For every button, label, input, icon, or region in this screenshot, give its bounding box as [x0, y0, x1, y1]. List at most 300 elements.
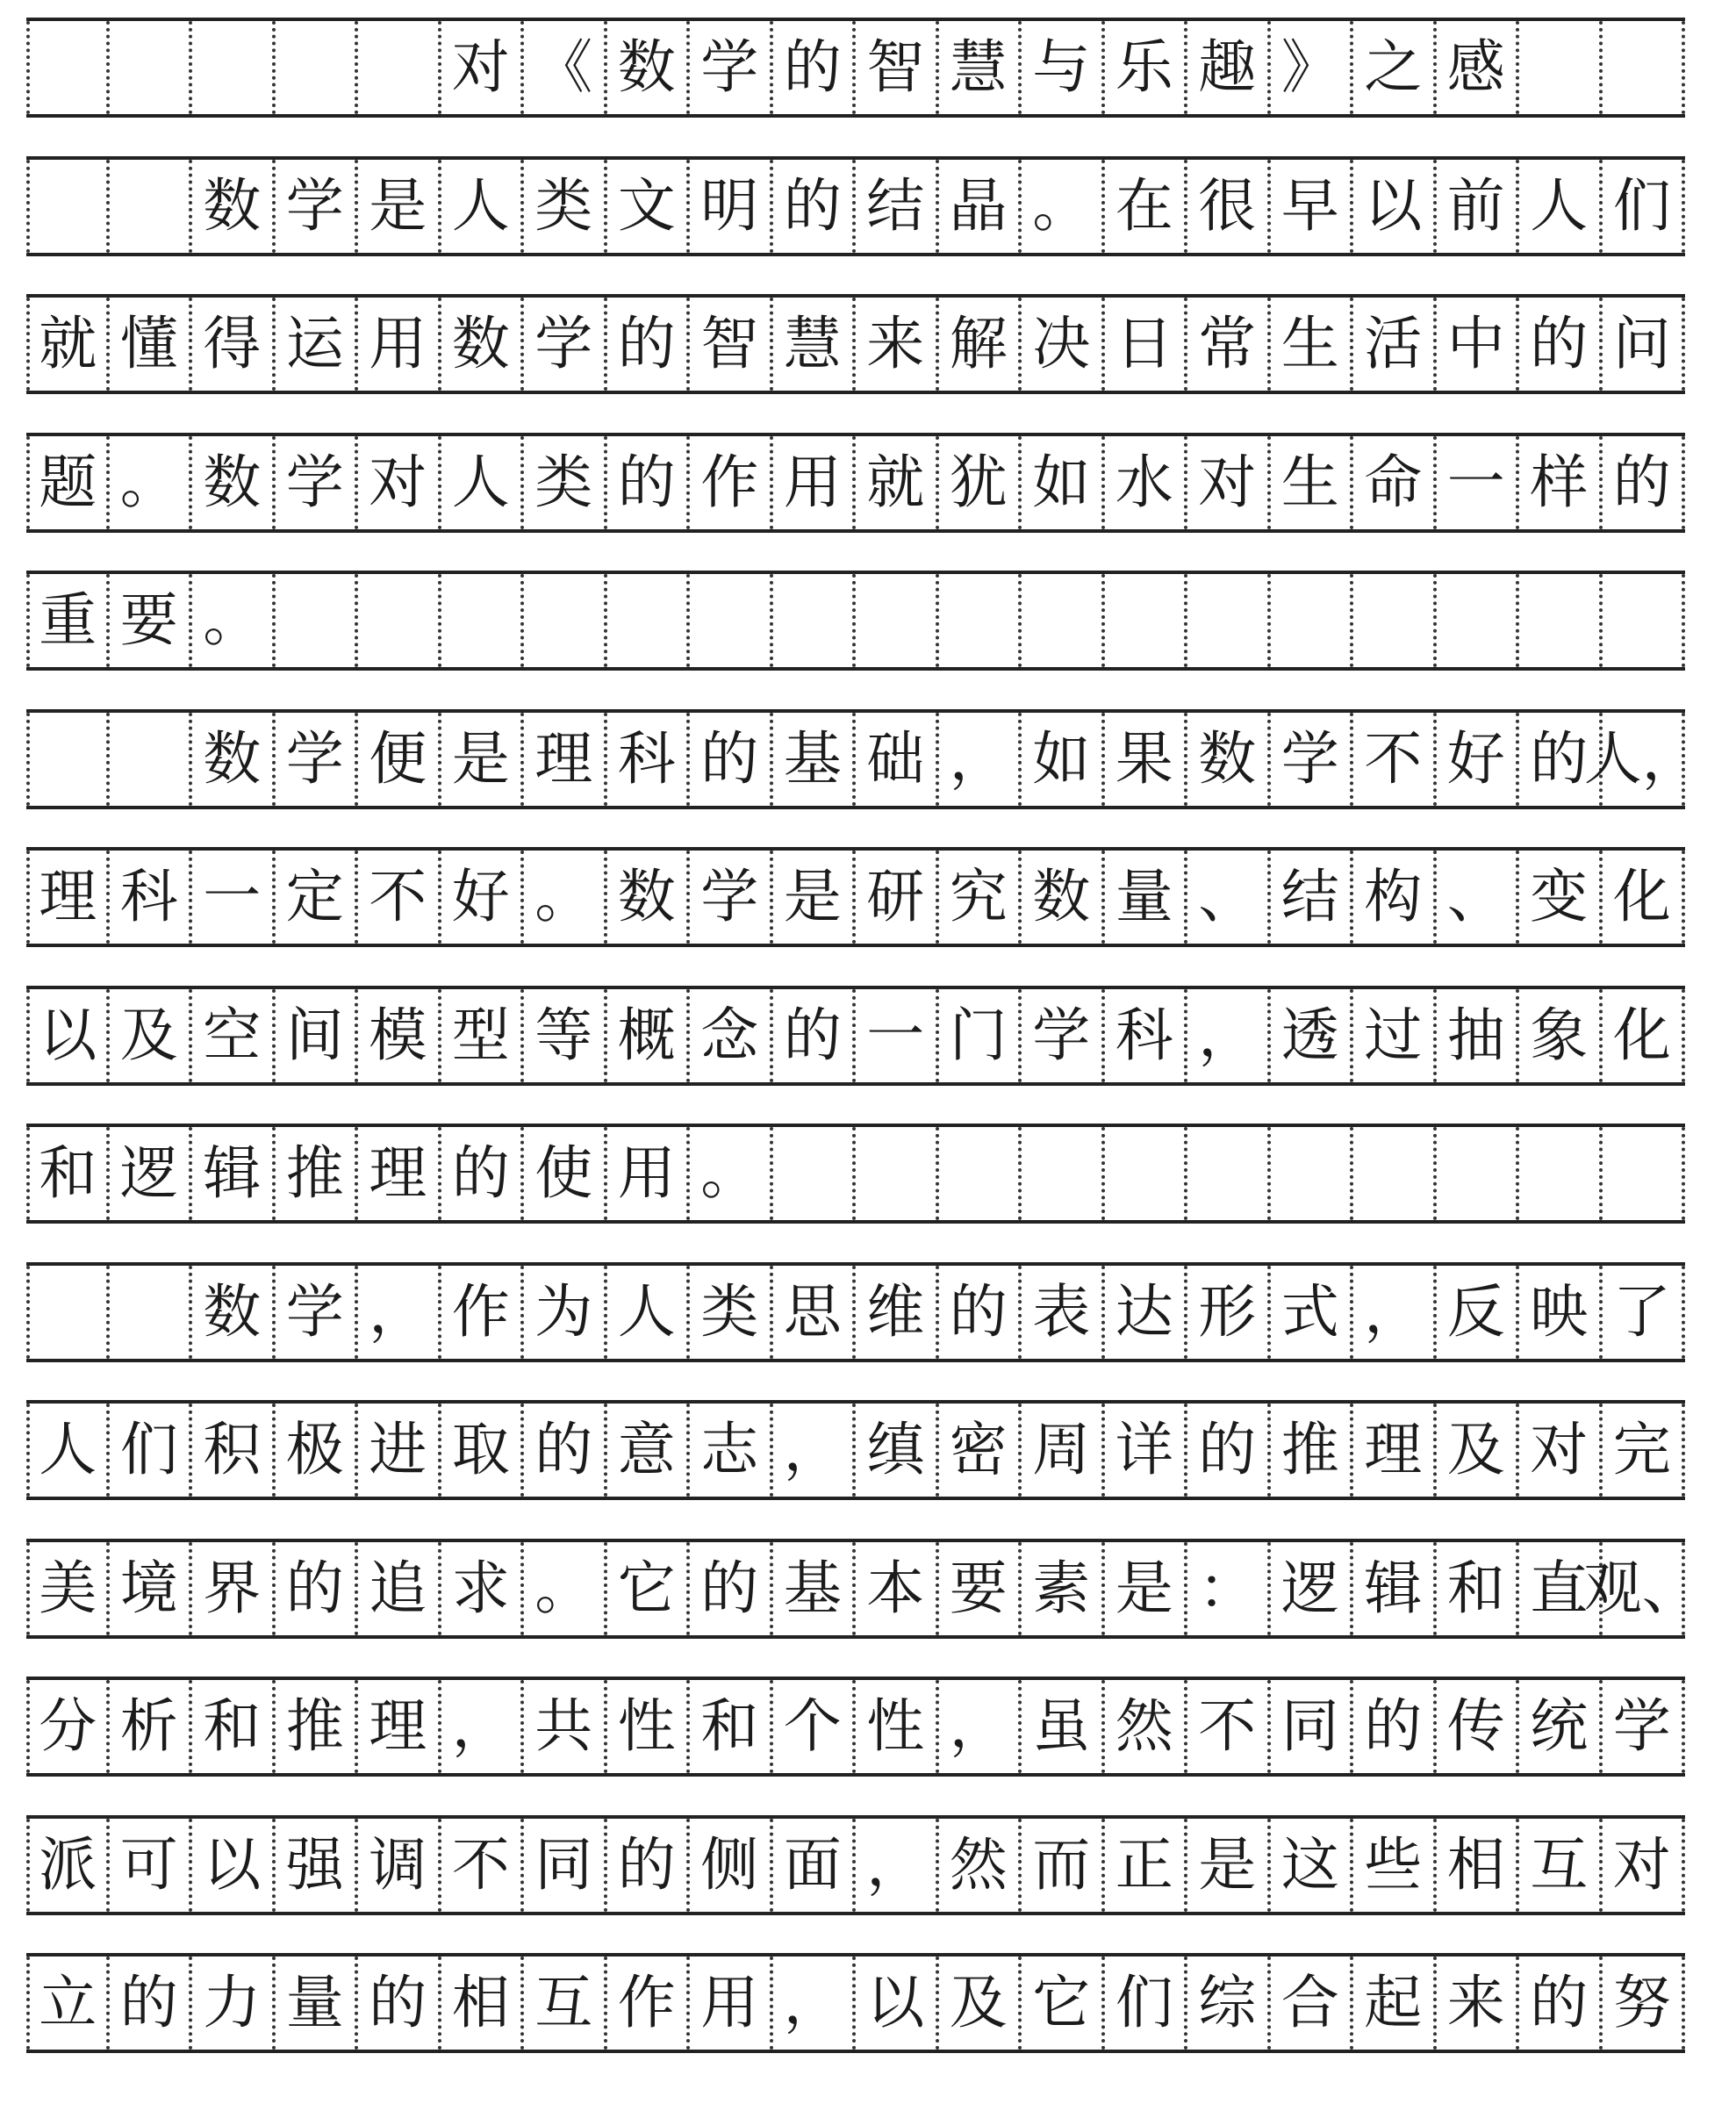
grid-cell: 犹	[939, 436, 1022, 529]
grid-cell: 的	[276, 1542, 359, 1635]
grid-cell: 是	[441, 713, 525, 806]
grid-cell: 感	[1437, 21, 1520, 114]
grid-cell: 们	[1603, 160, 1686, 253]
grid-cell: 它	[1022, 1957, 1105, 2050]
grid-cell: ，	[939, 1680, 1022, 1773]
grid-cell: 透	[1271, 989, 1354, 1082]
grid-row	[26, 1124, 1685, 1224]
grid-cell: 意	[607, 1404, 691, 1497]
grid-cell: 们	[1105, 1957, 1188, 2050]
grid-cell: 个	[773, 1680, 857, 1773]
grid-cell: 求	[441, 1542, 525, 1635]
grid-cell: 智	[690, 298, 773, 391]
grid-cell: 侧	[690, 1819, 773, 1912]
grid-cell: 解	[939, 298, 1022, 391]
grid-cell: 人	[1519, 160, 1603, 253]
grid-cell: 用	[773, 436, 857, 529]
grid-cell: 与	[1022, 21, 1105, 114]
grid-cell: 是	[358, 160, 441, 253]
grid-cell: 相	[1437, 1819, 1520, 1912]
grid-cell: 理	[1353, 1404, 1437, 1497]
grid-cell: 传	[1437, 1680, 1520, 1773]
grid-cell: 对	[1519, 1404, 1603, 1497]
grid-cell: 重	[26, 574, 110, 667]
grid-cell: 础	[856, 713, 939, 806]
grid-cell: 同	[524, 1819, 607, 1912]
grid-cell	[1105, 574, 1188, 667]
grid-cell: 数	[607, 851, 691, 944]
grid-row	[26, 709, 1700, 809]
grid-cell: 水	[1105, 436, 1188, 529]
grid-cell: 以	[1353, 160, 1437, 253]
grid-cell: 概	[607, 989, 691, 1082]
grid-cell: 。	[192, 574, 276, 667]
grid-cell: 的	[773, 160, 857, 253]
grid-cell: 性	[607, 1680, 691, 1773]
grid-cell: 的	[607, 1819, 691, 1912]
grid-cell: 要	[939, 1542, 1022, 1635]
grid-cell: 构	[1353, 851, 1437, 944]
grid-cell: 。	[524, 1542, 607, 1635]
grid-cell: 》	[1271, 21, 1354, 114]
grid-cell: 推	[276, 1680, 359, 1773]
grid-cell: 综	[1187, 1957, 1271, 2050]
grid-cell: 的	[358, 1957, 441, 2050]
grid-cell: 合	[1271, 1957, 1354, 2050]
grid-cell: 推	[1271, 1404, 1354, 1497]
grid-cell	[1353, 1127, 1437, 1220]
grid-cell: 。	[524, 851, 607, 944]
grid-cell: 积	[192, 1404, 276, 1497]
grid-cell: 是	[773, 851, 857, 944]
grid-cell: 的	[773, 989, 857, 1082]
grid-cell: 学	[1271, 713, 1354, 806]
grid-cell: 的	[1519, 713, 1603, 806]
grid-cell: 数	[1187, 713, 1271, 806]
grid-cell	[690, 574, 773, 667]
grid-cell	[524, 574, 607, 667]
grid-cell	[110, 713, 193, 806]
grid-cell	[939, 574, 1022, 667]
grid-cell: 学	[276, 1266, 359, 1359]
grid-cell: 推	[276, 1127, 359, 1220]
grid-cell: 的	[690, 713, 773, 806]
grid-cell: 门	[939, 989, 1022, 1082]
grid-cell: 然	[1105, 1680, 1188, 1773]
grid-cell: 为	[524, 1266, 607, 1359]
grid-cell: 维	[856, 1266, 939, 1359]
grid-cell: 明	[690, 160, 773, 253]
grid-cell: ，	[939, 713, 1022, 806]
grid-cell	[939, 1127, 1022, 1220]
grid-row	[26, 294, 1685, 394]
grid-cell: 人	[26, 1404, 110, 1497]
grid-cell: 懂	[110, 298, 193, 391]
grid-cell: 中	[1437, 298, 1520, 391]
grid-cell: 《	[524, 21, 607, 114]
grid-cell: 间	[276, 989, 359, 1082]
grid-cell: 析	[110, 1680, 193, 1773]
grid-cell: 就	[856, 436, 939, 529]
grid-cell: 的	[1519, 298, 1603, 391]
grid-cell: 化	[1603, 851, 1686, 944]
grid-cell: 类	[690, 1266, 773, 1359]
grid-cell: 互	[524, 1957, 607, 2050]
grid-cell: 学	[276, 436, 359, 529]
grid-cell: 和	[690, 1680, 773, 1773]
grid-cell: 用	[358, 298, 441, 391]
grid-cell: 同	[1271, 1680, 1354, 1773]
grid-cell: 前	[1437, 160, 1520, 253]
grid-cell: 详	[1105, 1404, 1188, 1497]
grid-cell: 基	[773, 713, 857, 806]
grid-cell: 日	[1105, 298, 1188, 391]
grid-cell: 然	[939, 1819, 1022, 1912]
grid-cell: 式	[1271, 1266, 1354, 1359]
grid-cell: 虽	[1022, 1680, 1105, 1773]
grid-cell: 运	[276, 298, 359, 391]
grid-cell: 数	[192, 1266, 276, 1359]
grid-cell: 的	[1187, 1404, 1271, 1497]
grid-cell: 基	[773, 1542, 857, 1635]
grid-cell: 美	[26, 1542, 110, 1635]
grid-cell	[1187, 1127, 1271, 1220]
grid-cell: ：	[1187, 1542, 1271, 1635]
grid-cell	[1271, 574, 1354, 667]
grid-cell: 学	[524, 298, 607, 391]
grid-cell: 命	[1353, 436, 1437, 529]
grid-cell: 、	[1187, 851, 1271, 944]
grid-cell	[1519, 21, 1603, 114]
grid-cell: 象	[1519, 989, 1603, 1082]
grid-cell: 以	[856, 1957, 939, 2050]
grid-cell: 模	[358, 989, 441, 1082]
grid-cell: 的	[1353, 1680, 1437, 1773]
grid-cell: 和	[192, 1680, 276, 1773]
grid-cell: 数	[192, 160, 276, 253]
grid-row	[26, 156, 1685, 256]
grid-cell: 用	[607, 1127, 691, 1220]
grid-cell	[110, 160, 193, 253]
grid-cell: 如	[1022, 436, 1105, 529]
grid-cell	[276, 574, 359, 667]
grid-cell	[1271, 1127, 1354, 1220]
grid-cell: 它	[607, 1542, 691, 1635]
grid-row	[26, 1815, 1685, 1915]
grid-cell: 派	[26, 1819, 110, 1912]
grid-cell: 要	[110, 574, 193, 667]
grid-cell	[26, 21, 110, 114]
grid-cell	[856, 1127, 939, 1220]
grid-cell: 是	[1105, 1542, 1188, 1635]
grid-cell: 以	[26, 989, 110, 1082]
grid-row	[26, 1539, 1700, 1639]
grid-cell: 便	[358, 713, 441, 806]
grid-cell: 智	[856, 21, 939, 114]
grid-cell: 来	[1437, 1957, 1520, 2050]
grid-cell: 数	[607, 21, 691, 114]
grid-cell: 志	[690, 1404, 773, 1497]
grid-cell: 量	[1105, 851, 1188, 944]
grid-cell	[1437, 574, 1520, 667]
grid-cell: 趣	[1187, 21, 1271, 114]
grid-cell: 文	[607, 160, 691, 253]
grid-cell: 量	[276, 1957, 359, 2050]
grid-cell: 作	[441, 1266, 525, 1359]
grid-cell: 及	[1437, 1404, 1520, 1497]
grid-cell: 完	[1603, 1404, 1686, 1497]
grid-cell	[1519, 574, 1603, 667]
grid-cell: 慧	[939, 21, 1022, 114]
grid-cell: 学	[690, 21, 773, 114]
grid-cell: 学	[1022, 989, 1105, 1082]
grid-cell: 、	[1437, 851, 1520, 944]
grid-cell: ，	[441, 1680, 525, 1773]
grid-cell	[856, 574, 939, 667]
grid-cell: 表	[1022, 1266, 1105, 1359]
grid-cell: 在	[1105, 160, 1188, 253]
grid-cell: 。	[1022, 160, 1105, 253]
grid-cell: 之	[1353, 21, 1437, 114]
grid-cell: 。	[690, 1127, 773, 1220]
grid-cell: 逻	[110, 1127, 193, 1220]
grid-cell: 题	[26, 436, 110, 529]
grid-cell: 得	[192, 298, 276, 391]
grid-cell: 进	[358, 1404, 441, 1497]
grid-cell: 研	[856, 851, 939, 944]
grid-cell: 用	[690, 1957, 773, 2050]
grid-cell: 如	[1022, 713, 1105, 806]
grid-cell: 究	[939, 851, 1022, 944]
grid-cell: 对	[1187, 436, 1271, 529]
grid-cell: 生	[1271, 298, 1354, 391]
grid-cell	[1022, 574, 1105, 667]
grid-cell: ，	[1187, 989, 1271, 1082]
grid-cell: 界	[192, 1542, 276, 1635]
grid-cell: 及	[939, 1957, 1022, 2050]
grid-cell: 而	[1022, 1819, 1105, 1912]
grid-cell	[773, 574, 857, 667]
grid-cell: 常	[1187, 298, 1271, 391]
grid-cell: 等	[524, 989, 607, 1082]
grid-cell: 不	[358, 851, 441, 944]
grid-cell	[110, 1266, 193, 1359]
grid-cell: 类	[524, 160, 607, 253]
grid-cell: 些	[1353, 1819, 1437, 1912]
grid-cell: 人，	[1603, 713, 1686, 806]
grid-cell: 科	[1105, 989, 1188, 1082]
grid-cell: 科	[110, 851, 193, 944]
grid-cell	[26, 160, 110, 253]
grid-cell: 立	[26, 1957, 110, 2050]
grid-cell: 过	[1353, 989, 1437, 1082]
grid-cell	[1437, 1127, 1520, 1220]
grid-cell	[26, 1266, 110, 1359]
grid-cell	[192, 21, 276, 114]
grid-cell: 空	[192, 989, 276, 1082]
grid-cell: 类	[524, 436, 607, 529]
grid-cell: 理	[358, 1680, 441, 1773]
grid-cell: 素	[1022, 1542, 1105, 1635]
grid-cell: 不	[1187, 1680, 1271, 1773]
grid-cell: 正	[1105, 1819, 1188, 1912]
grid-cell: 的	[110, 1957, 193, 2050]
grid-cell: 。	[110, 436, 193, 529]
grid-cell	[1603, 21, 1686, 114]
grid-cell: 密	[939, 1404, 1022, 1497]
grid-cell: 早	[1271, 160, 1354, 253]
grid-cell: 的	[524, 1404, 607, 1497]
grid-cell: 力	[192, 1957, 276, 2050]
grid-cell: 一	[192, 851, 276, 944]
grid-cell: 是	[1187, 1819, 1271, 1912]
grid-cell: 起	[1353, 1957, 1437, 2050]
grid-row	[26, 1262, 1685, 1362]
grid-cell: 互	[1519, 1819, 1603, 1912]
grid-cell: 使	[524, 1127, 607, 1220]
grid-cell: 结	[1271, 851, 1354, 944]
grid-cell: 及	[110, 989, 193, 1082]
grid-cell: 强	[276, 1819, 359, 1912]
grid-cell: 很	[1187, 160, 1271, 253]
grid-cell: 观、	[1603, 1542, 1686, 1635]
grid-cell: 好	[1437, 713, 1520, 806]
grid-cell: ，	[773, 1404, 857, 1497]
grid-cell: 反	[1437, 1266, 1520, 1359]
grid-cell: 人	[607, 1266, 691, 1359]
grid-cell: 形	[1187, 1266, 1271, 1359]
grid-cell	[607, 574, 691, 667]
grid-cell: 理	[26, 851, 110, 944]
grid-cell: 慧	[773, 298, 857, 391]
grid-cell: 作	[690, 436, 773, 529]
grid-cell: 活	[1353, 298, 1437, 391]
grid-cell: 科	[607, 713, 691, 806]
grid-cell: 们	[110, 1404, 193, 1497]
grid-cell	[1022, 1127, 1105, 1220]
grid-cell: 辑	[192, 1127, 276, 1220]
grid-cell: 的	[1519, 1957, 1603, 2050]
grid-cell: 和	[26, 1127, 110, 1220]
grid-cell: 数	[1022, 851, 1105, 944]
grid-cell: 理	[524, 713, 607, 806]
grid-cell	[1353, 574, 1437, 667]
grid-cell	[110, 21, 193, 114]
grid-cell: 对	[358, 436, 441, 529]
grid-cell	[441, 574, 525, 667]
grid-cell: 来	[856, 298, 939, 391]
grid-cell: 人	[441, 436, 525, 529]
grid-cell: 周	[1022, 1404, 1105, 1497]
grid-row	[26, 1953, 1685, 2053]
grid-cell: 的	[607, 436, 691, 529]
grid-cell: 思	[773, 1266, 857, 1359]
grid-cell: 不	[441, 1819, 525, 1912]
grid-cell: 一	[1437, 436, 1520, 529]
grid-cell: 念	[690, 989, 773, 1082]
grid-cell	[1603, 574, 1686, 667]
grid-cell: ，	[1353, 1266, 1437, 1359]
grid-row	[26, 433, 1685, 533]
grid-cell: 统	[1519, 1680, 1603, 1773]
grid-row	[26, 18, 1685, 118]
grid-cell: 境	[110, 1542, 193, 1635]
grid-cell	[1519, 1127, 1603, 1220]
grid-cell: 学	[276, 160, 359, 253]
grid-cell: 性	[856, 1680, 939, 1773]
grid-cell	[358, 21, 441, 114]
grid-cell: 人	[441, 160, 525, 253]
grid-cell: 好	[441, 851, 525, 944]
grid-cell: 可	[110, 1819, 193, 1912]
grid-cell: 以	[192, 1819, 276, 1912]
grid-cell: 学	[690, 851, 773, 944]
grid-cell: 理	[358, 1127, 441, 1220]
grid-cell: 努	[1603, 1957, 1686, 2050]
grid-cell: ，	[358, 1266, 441, 1359]
grid-cell: 的	[939, 1266, 1022, 1359]
grid-cell: 变	[1519, 851, 1603, 944]
grid-cell: 对	[1603, 1819, 1686, 1912]
grid-cell: 直	[1519, 1542, 1603, 1635]
grid-cell: 果	[1105, 713, 1188, 806]
grid-cell: 定	[276, 851, 359, 944]
grid-cell: 面	[773, 1819, 857, 1912]
grid-cell: 数	[441, 298, 525, 391]
grid-row	[26, 1400, 1685, 1500]
grid-cell: 型	[441, 989, 525, 1082]
grid-cell	[773, 1127, 857, 1220]
grid-cell: 的	[441, 1127, 525, 1220]
grid-cell: 这	[1271, 1819, 1354, 1912]
grid-cell: 生	[1271, 436, 1354, 529]
grid-cell: 逻	[1271, 1542, 1354, 1635]
grid-row	[26, 847, 1685, 947]
grid-cell: 学	[276, 713, 359, 806]
grid-cell: 本	[856, 1542, 939, 1635]
grid-cell: 样	[1519, 436, 1603, 529]
grid-cell: 问	[1603, 298, 1686, 391]
grid-row	[26, 986, 1685, 1086]
grid-cell: 辑	[1353, 1542, 1437, 1635]
grid-cell: 了	[1603, 1266, 1686, 1359]
grid-cell	[1187, 574, 1271, 667]
grid-cell: 结	[856, 160, 939, 253]
grid-cell	[26, 713, 110, 806]
grid-cell	[1105, 1127, 1188, 1220]
grid-cell: 晶	[939, 160, 1022, 253]
grid-cell: 数	[192, 436, 276, 529]
grid-cell: ，	[773, 1957, 857, 2050]
grid-cell: 共	[524, 1680, 607, 1773]
grid-cell: 数	[192, 713, 276, 806]
grid-cell: 缜	[856, 1404, 939, 1497]
grid-cell: 乐	[1105, 21, 1188, 114]
grid-cell: 化	[1603, 989, 1686, 1082]
grid-cell: 极	[276, 1404, 359, 1497]
grid-cell: 就	[26, 298, 110, 391]
grid-cell	[276, 21, 359, 114]
grid-cell: 抽	[1437, 989, 1520, 1082]
grid-cell: 调	[358, 1819, 441, 1912]
grid-cell	[1603, 1127, 1686, 1220]
grid-cell: 对	[441, 21, 525, 114]
grid-cell: 的	[607, 298, 691, 391]
grid-cell: 分	[26, 1680, 110, 1773]
grid-cell: 一	[856, 989, 939, 1082]
grid-cell: 的	[690, 1542, 773, 1635]
grid-cell: ，	[856, 1819, 939, 1912]
